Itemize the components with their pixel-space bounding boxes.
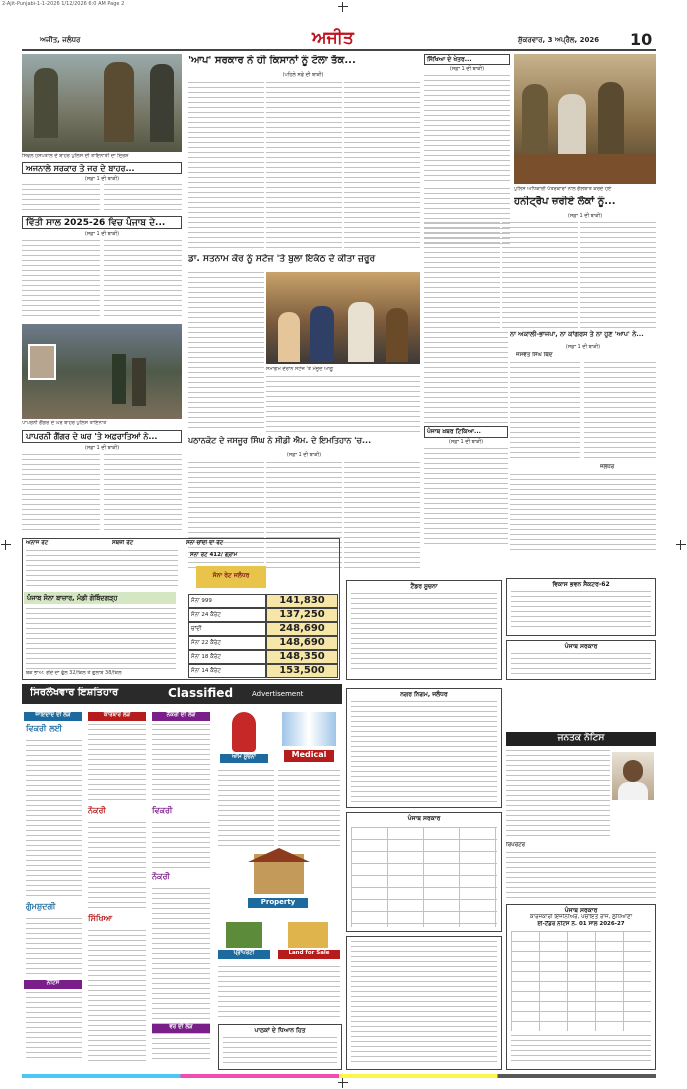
subhead-sale2: ਵਿਕਰੀ: [152, 806, 173, 815]
honeytrap-body-1: [424, 222, 500, 328]
caption-left: ਸਿਵਲ ਹਸਪਤਾਲ ਦੇ ਬਾਹਰ ਪੁਲਿਸ ਦੀ ਤਾਇਨਾਤੀ ਦਾ ਦ੍ਰਿਸ਼: [22, 153, 129, 159]
etender-govt: ਪੰਜਾਬ ਸਰਕਾਰ: [564, 907, 598, 914]
caption-satnam: ਸਮਾਗਮ ਦੌਰਾਨ ਸਟੇਜ 'ਤੇ ਮੌਜੂਦ ਆਗੂ: [266, 366, 333, 372]
pathankot-headline: ਪਠਾਨਕੋਟ ਦੇ ਜਸਜੂਰ ਸਿੰਘ ਨੇ ਸੀਡੀ ਐਮ. ਦੇ ਇਮਤਿਹਾਨ 'ਚ...: [188, 436, 372, 445]
price-value-4: 148,350: [266, 650, 338, 664]
property-ad: [218, 848, 338, 920]
land-sale-ad: [278, 922, 340, 962]
aap-body-3: [344, 82, 420, 250]
classified-banner: [22, 684, 342, 704]
price-value-3: 148,690: [266, 636, 338, 650]
registration-mark-top: [338, 2, 348, 12]
vikas-notice: [506, 578, 656, 636]
reader-notes-box: [218, 1024, 342, 1070]
security-headline-box: [22, 162, 182, 174]
caption-police: ਪੁਲਿਸ ਅਧਿਕਾਰੀ ਪੱਤਰਕਾਰਾਂ ਨਾਲ ਗੱਲਬਾਤ ਕਰਦੇ ਹੋਏ: [514, 186, 612, 192]
classified-col4-body-1: [218, 770, 274, 846]
header-date: ਸ਼ੁੱਕਰਵਾਰ, 3 ਅਪ੍ਰੈਲ, 2026: [518, 36, 600, 44]
price-label-2: ਚਾਂਦੀ: [188, 622, 266, 636]
cat-medical: Medical: [284, 750, 334, 762]
header-location: ਅਜੀਤ, ਜਲੰਧਰ: [40, 36, 81, 44]
punjab-govt-title: ਪੰਜਾਬ ਸਰਕਾਰ: [564, 643, 598, 650]
akali-body-1: [510, 362, 580, 462]
fiscal-headline-box: [22, 216, 182, 229]
photo-gangster-house: [22, 324, 182, 419]
etender-office: ਕਾਰਜਕਾਰੀ ਇੰਜੀਨੀਅਰ, ਪੰਚਾਇਤ ਰਾਜ, ਲੁਧਿਆਣਾ: [529, 914, 633, 920]
price-label-3: ਸੋਨਾ 22 ਕੈਰੇਟ: [188, 636, 266, 650]
price-value-5: 153,500: [266, 664, 338, 678]
classified-col1-body-1: [26, 740, 82, 900]
cat-notice-ad: ਆਮ ਸੂਚਨਾ: [220, 754, 268, 763]
right-top-cont: (ਸਫ਼ਾ 1 ਦੀ ਬਾਕੀ): [449, 66, 485, 72]
market-rates-body: [26, 550, 178, 588]
price-label-4: ਸੋਨਾ 18 ਕੈਰੇਟ: [188, 650, 266, 664]
market-wholesale: ਥੋਕ ਭਾਅ: ਗੇਂਦੇ ਦਾ ਫੁੱਲ 32/ਕਿਲੋ ਤੇ ਗੁਲਾਬ 38/ਕਿਲੋ: [26, 670, 122, 676]
classified-col1-body-2: [26, 918, 82, 978]
fiscal-headline: ਵਿੱਤੀ ਸਾਲ 2025-26 ਵਿਚ ਪੰਜਾਬ ਦੇ...: [26, 218, 166, 228]
honeytrap-cont: (ਸਫ਼ਾ 1 ਦੀ ਬਾਕੀ): [567, 213, 603, 219]
nigam-notice: [346, 688, 502, 808]
gangster-headline: ਪਾਪਰਨੀ ਗੈਂਗਰ ਦੇ ਘਰ 'ਤੇ ਅਫ਼ਰਾਤਿਆਂ ਨੇ...: [26, 432, 158, 441]
right-lower-body-1: [424, 332, 508, 424]
market-heading-box: [24, 592, 176, 604]
property-sale-ad: [218, 922, 270, 962]
cat-jobs: ਨੌਕਰੀ ਦੀ ਲੋੜ: [152, 712, 210, 721]
public-notice-bar: [506, 732, 656, 746]
aap-body-2: [266, 82, 342, 250]
honeytrap-body-3: [580, 222, 656, 328]
print-strip: 2-Ajit-Punjabi-1-1-2026 1/12/2026 6:0 AM Page 2: [2, 1, 125, 7]
akali-cont: (ਸਫ਼ਾ 1 ਦੀ ਬਾਕੀ): [565, 344, 601, 350]
misc-notice-body: [351, 941, 497, 1065]
classified-col3-body-1: [152, 724, 210, 804]
public-notice-body-2: [506, 852, 656, 900]
security-cont: (ਸਫ਼ਾ 1 ਦੀ ਬਾਕੀ): [84, 176, 120, 182]
etender-notice: [506, 904, 656, 1070]
punjab-news-headline-box: [424, 426, 508, 438]
satnam-body-3: [266, 376, 420, 432]
gangster-cont: (ਸਫ਼ਾ 1 ਦੀ ਬਾਕੀ): [84, 445, 120, 451]
gangster-body-1: [22, 454, 100, 532]
registration-mark-right: [676, 540, 686, 550]
sale-board-icon: [288, 922, 328, 948]
price-label-0: ਸੋਨਾ 999: [188, 594, 266, 608]
akali-headline: ਨਾ ਅਕਾਲੀ-ਭਾਜਪਾ, ਨਾ ਕਾਂਗਰਸ ਤੇ ਨਾ ਹੁਣ 'ਆਪ' ਨੇ...: [510, 330, 644, 338]
notice-reporter: ਰਿਪੋਰਟਰ: [506, 842, 526, 848]
classified-col4-body-2: [278, 770, 340, 846]
photo-police-press: [514, 54, 656, 184]
classified-title-pa: ਸਿਰਲੇਖਵਾਰ ਇਸ਼ਤਿਹਾਰ: [30, 687, 119, 698]
punjab-govt-2-title: ਪੰਜਾਬ ਸਰਕਾਰ: [407, 815, 441, 822]
security-headline: ਅਜਨਾਲੇ ਸਰਕਾਰ ਤੇ ਜਰ ਦੇ ਬਾਹਰ...: [26, 164, 135, 173]
price-value-2: 248,690: [266, 622, 338, 636]
aap-farmers-cont: (ਪਹਿਲੇ ਸਫ਼ੇ ਦੀ ਬਾਕੀ): [282, 72, 324, 78]
misc-notice: [346, 936, 502, 1070]
classified-col2-body-3: [88, 930, 146, 1062]
punjab-news-body: [424, 448, 508, 544]
satnam-body-1: [188, 272, 264, 340]
jalandhar-label: ਜਲੰਧਰ: [600, 464, 615, 470]
cat-business: ਕਾਰੋਬਾਰ ਲੋੜ: [88, 712, 146, 721]
tender-notice: [346, 580, 502, 680]
registration-mark-bottom: [338, 1078, 348, 1088]
classified-col3-body-2: [152, 822, 210, 870]
etender-footer-body: [511, 1035, 651, 1065]
subhead-sale: ਵਿਕਰੀ ਲਈ: [26, 724, 63, 733]
price-value-0: 141,830: [266, 594, 338, 608]
classified-title-sub: Advertisement: [252, 690, 304, 698]
satnam-headline: ਡਾ. ਸਤਨਾਮ ਕੌਰ ਨੂੰ ਸਟੇਜ 'ਤੇ ਬੁਲਾ ਇਕੱਠ ਦੇ ਕੀਤਾ ਜ਼ਰੂਰ: [188, 254, 376, 264]
right-bottom-body: [510, 474, 656, 554]
tender-title: ਟੈਂਡਰ ਸੂਚਨਾ: [410, 583, 438, 590]
pathankot-cont: (ਸਫ਼ਾ 1 ਦੀ ਬਾਕੀ): [286, 452, 322, 458]
right-top-body: [424, 75, 510, 185]
photo-missing-child: [612, 752, 654, 800]
subhead-job2: ਨੌਕਰੀ: [152, 872, 170, 881]
right-top-headline-box: [424, 54, 510, 65]
market-col1: ਅਨਾਜ ਰੇਟ: [26, 540, 49, 546]
cat-matrimonial: ਵਰ ਦੀ ਲੋੜ: [152, 1024, 210, 1033]
nigam-title: ਨਗਰ ਨਿਗਮ, ਜਲੰਧਰ: [400, 691, 448, 698]
gold-rate: ਸੋਨਾ ਰੇਟ 412/ ਗ੍ਰਾਮ: [190, 552, 238, 558]
classified-col2-body-2: [88, 822, 146, 912]
security-body-1: [22, 184, 100, 214]
cat-land: Land for Sale: [278, 950, 340, 959]
price-label-1: ਸੋਨਾ 24 ਕੈਰੇਟ: [188, 608, 266, 622]
land-icon: [226, 922, 262, 948]
honeytrap-body-2: [502, 222, 578, 328]
gangster-headline-box: [22, 430, 182, 443]
market-col2: ਸਬਜ਼ੀ ਰੇਟ: [112, 540, 134, 546]
subhead-job: ਨੌਕਰੀ: [88, 806, 106, 815]
punjab-govt-body: [511, 653, 651, 677]
etender-table-grid: [511, 931, 651, 1031]
subhead-loss: ਗੁੰਮਸ਼ੁਦਗੀ: [26, 902, 56, 911]
akali-body-2: [584, 362, 656, 462]
public-notice-body: [506, 750, 610, 840]
classified-col4-body-3: [218, 966, 340, 1020]
inset-portrait: [28, 344, 56, 380]
cat-property-sale: ਪ੍ਰਾਪਰਟੀ: [218, 950, 270, 959]
punjab-govt-notice: [506, 640, 656, 680]
cat-notice: ਨੋਟਿਸ: [24, 980, 82, 989]
reader-notes-title: ਪਾਠਕਾਂ ਦੇ ਧਿਆਨ ਹਿਤ: [254, 1027, 306, 1034]
cat-property: ਜਾਇਦਾਦ ਦੀ ਲੋੜ: [24, 712, 82, 721]
price-label-5: ਸੋਨਾ 14 ਕੈਰੇਟ: [188, 664, 266, 678]
classified-col3-body-3: [152, 888, 210, 1062]
photo-satnam-stage: [266, 272, 420, 364]
market-details-body: [26, 608, 176, 670]
registration-mark-left: [1, 540, 11, 550]
aap-body-1: [188, 82, 264, 250]
gangster-body-2: [104, 454, 182, 532]
header-rule: [22, 49, 656, 51]
aap-farmers-headline: 'ਆਪ' ਸਰਕਾਰ ਨੇ ਹੀ ਕਿਸਾਨਾਂ ਨੂੰ ਟੋਲਾ ਤੱਕ...: [188, 55, 356, 66]
classified-col1-body-3: [26, 992, 82, 1062]
etender-number: ਈ-ਟੈਂਡਰ ਨੋਟਿਸ ਨੰ. 01 ਸਾਲ 2026-27: [537, 921, 625, 927]
fiscal-body-1: [22, 240, 100, 320]
nigam-body: [351, 701, 497, 803]
akali-reporter: ਜਸਵੰਤ ਸਿੰਘ ਥਿੰਦ: [516, 352, 553, 358]
honeytrap-headline: ਹਨੀਟ੍ਰੈਪ ਜ਼ਰੀਏ ਲੋਕਾਂ ਨੂੰ...: [514, 196, 616, 207]
right-top-headline: ਸਿੱਖਿਆ ਦੇ ਖੇਤਰ...: [427, 56, 472, 63]
masthead: ਅਜੀਤ: [312, 28, 354, 48]
pathankot-body-3: [344, 462, 420, 572]
market-heading: ਪੰਜਾਬ ਸੋਨਾ ਬਾਜ਼ਾਰ, ਮੰਡੀ ਗੋਬਿੰਦਗੜ੍ਹ: [27, 594, 118, 602]
fiscal-cont: (ਸਫ਼ਾ 1 ਦੀ ਬਾਕੀ): [84, 231, 120, 237]
table-notice: [346, 812, 502, 932]
vikas-body: [511, 591, 651, 631]
caption-gangster: ਪਾਪਰਨੀ ਗੈਂਗਰ ਦੇ ਘਰ ਬਾਹਰ ਪੁਲਿਸ ਤਾਇਨਾਤ: [22, 420, 107, 426]
public-notice-title: ਜਨਤਕ ਨੋਟਿਸ: [557, 733, 605, 743]
megaphone-person-icon: [232, 712, 256, 752]
classified-col2-body-1: [88, 724, 146, 804]
tender-body: [351, 593, 497, 673]
vikas-title: ਵਿਕਾਸ ਭਵਨ ਸੈਕਟਰ-62: [552, 581, 610, 588]
cat-property-ad: Property: [248, 898, 308, 908]
reader-notes-body: [223, 1037, 337, 1067]
photo-police-hospital: [22, 54, 182, 152]
subhead-edu: ਸਿੱਖਿਆ: [88, 914, 113, 923]
page-number: 10: [630, 30, 653, 49]
punjab-news-headline: ਪੰਜਾਬ ਖ਼ਬਰ ਟਿਕਿਆ...: [427, 428, 481, 435]
punjab-news-cont: (ਸਫ਼ਾ 1 ਦੀ ਬਾਕੀ): [448, 439, 484, 445]
medical-ad: [278, 708, 340, 766]
price-table: [188, 594, 338, 678]
fiscal-body-2: [104, 240, 182, 320]
notice-table-grid: [351, 827, 497, 927]
satnam-body-2: [188, 342, 264, 432]
gold-head: ਸੋਨਾ ਚਾਂਦੀ ਦਾ ਰੇਟ: [186, 540, 224, 546]
security-body-2: [104, 184, 182, 214]
gold-ad: ਸੋਨਾ ਰੇਟ ਜਲੰਧਰ: [196, 566, 266, 588]
doctors-icon: [282, 712, 336, 746]
classified-title-en: Classified: [168, 686, 234, 700]
color-calibration-bar: [22, 1074, 656, 1078]
notice-ad: [218, 708, 270, 766]
price-value-1: 137,250: [266, 608, 338, 622]
